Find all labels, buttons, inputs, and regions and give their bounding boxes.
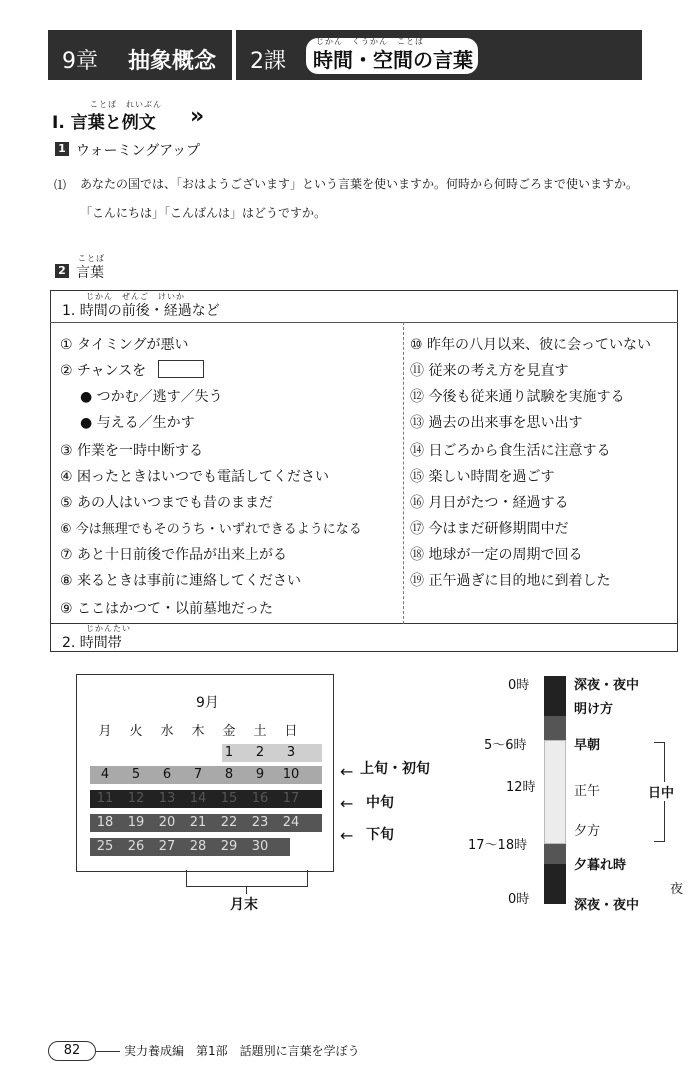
calendar-day: 20 xyxy=(158,815,176,830)
calendar-day: 8 xyxy=(224,767,234,782)
month-end-bracket xyxy=(186,870,308,887)
calendar-day: 22 xyxy=(220,815,238,830)
divider xyxy=(50,322,678,323)
section-title-ruby: ことば れいぶん xyxy=(90,100,162,109)
calendar-day: 12 xyxy=(127,791,145,806)
section-title: Ⅰ. 言葉と例文 xyxy=(52,113,156,133)
calendar-day: 4 xyxy=(100,767,110,782)
vocab-item: ⑪ 従来の考え方を見直す xyxy=(410,363,569,379)
blank-box xyxy=(158,360,204,378)
calendar-day: 25 xyxy=(96,839,114,854)
period-label: 深夜・夜中 xyxy=(574,678,640,693)
calendar-day: 27 xyxy=(158,839,176,854)
calendar-day: 23 xyxy=(251,815,269,830)
timezone-heading: 2. 時間帯 xyxy=(62,635,122,651)
label-getsumatsu: 月末 xyxy=(230,897,258,913)
calendar-day: 29 xyxy=(220,839,238,854)
subsection-title: ウォーミングアップ xyxy=(76,143,201,159)
vocab-heading: 1. 時間の前後・経過など xyxy=(62,303,220,319)
calendar-day: 9 xyxy=(255,767,265,782)
vocab-item: ⑮ 楽しい時間を過ごす xyxy=(410,469,555,485)
weekday: 火 xyxy=(129,724,143,739)
time-label: 17〜18時 xyxy=(468,838,528,853)
label-joujun: 上旬・初旬 xyxy=(360,761,430,777)
lesson-number: 2課 xyxy=(250,49,286,74)
label-gejun: 下旬 xyxy=(366,827,394,843)
vocab-item: ⑰ 今はまだ研修期間中だ xyxy=(410,521,569,537)
vocab-item: ⑯ 月日がたつ・経過する xyxy=(410,495,569,511)
vocab-item: ● つかむ／逃す／失う xyxy=(80,389,223,405)
weekday: 月 xyxy=(98,724,112,739)
timezone-header-box xyxy=(50,624,678,652)
subsection-number: 1 xyxy=(55,142,69,156)
time-label: 0時 xyxy=(508,892,530,907)
calendar-day: 6 xyxy=(162,767,172,782)
vocab-item: ⑧ 来るときは事前に連絡してください xyxy=(60,573,301,589)
vocab-item: ⑬ 過去の出来事を思い出す xyxy=(410,415,583,431)
weekday: 木 xyxy=(191,724,205,739)
calendar-day: 15 xyxy=(220,791,238,806)
calendar-day: 24 xyxy=(282,815,300,830)
calendar-day: 1 xyxy=(224,745,234,760)
calendar-day: 10 xyxy=(282,767,300,782)
page-number: 82 xyxy=(48,1041,96,1061)
calendar-day: 16 xyxy=(251,791,269,806)
bar-night xyxy=(544,864,566,904)
chapter-number: 9章 xyxy=(62,49,98,74)
calendar-day: 7 xyxy=(193,767,203,782)
period-label: 夕暮れ時 xyxy=(574,858,627,873)
vocab-heading-ruby: じかん ぜんご けいか xyxy=(86,292,185,301)
divider xyxy=(403,322,404,624)
vocab-item: ⑤ あの人はいつまでも昔のままだ xyxy=(60,495,274,511)
vocab-item: ③ 作業を一時中断する xyxy=(60,443,204,459)
subsection-title: 言葉 xyxy=(76,265,104,281)
calendar-day: 14 xyxy=(189,791,207,806)
vocab-item: ● 与える／生かす xyxy=(80,415,195,431)
period-label: 深夜・夜中 xyxy=(574,898,640,913)
vocab-item: ⑲ 正午過ぎに目的地に到着した xyxy=(410,573,611,589)
question-line-1: あなたの国では、「おはようございます」という言葉を使いますか。何時から何時ごろまで使いますか。 xyxy=(80,177,639,191)
weekday: 日 xyxy=(284,724,298,739)
calendar-day: 26 xyxy=(127,839,145,854)
question-number: ⑴ xyxy=(54,178,67,192)
bracket-stem xyxy=(246,886,247,894)
vocab-item: ⑩ 昨年の八月以来、彼に会っていない xyxy=(410,337,651,353)
left-arrow-icon: ← xyxy=(340,762,354,781)
bar-day xyxy=(544,740,566,844)
bar-dusk xyxy=(544,844,566,864)
subsection-title-ruby: ことば xyxy=(78,254,105,263)
calendar-month: 9月 xyxy=(196,695,219,711)
calendar-day: 13 xyxy=(158,791,176,806)
vocab-item: ① タイミングが悪い xyxy=(60,337,189,353)
period-label: 明け方 xyxy=(574,702,614,717)
calendar-day: 11 xyxy=(96,791,114,806)
double-arrow-icon: » xyxy=(190,104,205,129)
calendar-day: 30 xyxy=(251,839,269,854)
lesson-title-ruby: じかん くうかん ことば xyxy=(316,37,424,46)
period-label: 早朝 xyxy=(574,738,601,753)
bar-night xyxy=(544,676,566,716)
calendar-day: 3 xyxy=(286,745,296,760)
calendar-day: 17 xyxy=(282,791,300,806)
timezone-heading-ruby: じかんたい xyxy=(86,624,131,633)
calendar-day: 28 xyxy=(189,839,207,854)
bar-dawn xyxy=(544,716,566,740)
footer-rule xyxy=(96,1051,120,1052)
subsection-number: 2 xyxy=(55,264,69,278)
calendar-day: 2 xyxy=(255,745,265,760)
chapter-title: 抽象概念 xyxy=(128,49,217,74)
vocab-item: ⑨ ここはかつて・以前墓地だった xyxy=(60,601,274,617)
label-chuujun: 中旬 xyxy=(366,795,394,811)
label-yoru: 夜 xyxy=(670,882,684,897)
weekday: 金 xyxy=(222,724,236,739)
question-line-2: 「こんにちは」「こんばんは」はどうですか。 xyxy=(80,206,327,220)
weekday: 土 xyxy=(253,724,267,739)
left-arrow-icon: ← xyxy=(340,826,354,845)
lesson-title: 時間・空間の言葉 xyxy=(313,48,473,72)
vocab-item: ④ 困ったときはいつでも電話してください xyxy=(60,469,329,485)
calendar-day: 18 xyxy=(96,815,114,830)
vocab-item: ⑫ 今後も従来通り試験を実施する xyxy=(410,389,625,405)
period-label: 夕方 xyxy=(574,824,601,839)
period-label: 正午 xyxy=(574,784,601,799)
vocab-item: ② チャンスを xyxy=(60,363,147,379)
time-label: 5〜6時 xyxy=(484,738,527,753)
calendar-day: 5 xyxy=(131,767,141,782)
vocab-item: ⑥ 今は無理でもそのうち・いずれできるようになる xyxy=(60,522,362,537)
calendar-day: 21 xyxy=(189,815,207,830)
time-label: 12時 xyxy=(506,780,536,795)
calendar-day: 19 xyxy=(127,815,145,830)
vocab-item: ⑭ 日ごろから食生活に注意する xyxy=(410,443,611,459)
time-label: 0時 xyxy=(508,678,530,693)
left-arrow-icon: ← xyxy=(340,794,354,813)
weekday: 水 xyxy=(160,724,174,739)
label-nicchuu: 日中 xyxy=(648,782,674,801)
vocab-item: ⑱ 地球が一定の周期で回る xyxy=(410,547,583,563)
vocab-item: ⑦ あと十日前後で作品が出来上がる xyxy=(60,547,288,563)
footer-text: 実力養成編 第1部 話題別に言葉を学ぼう xyxy=(124,1044,360,1058)
